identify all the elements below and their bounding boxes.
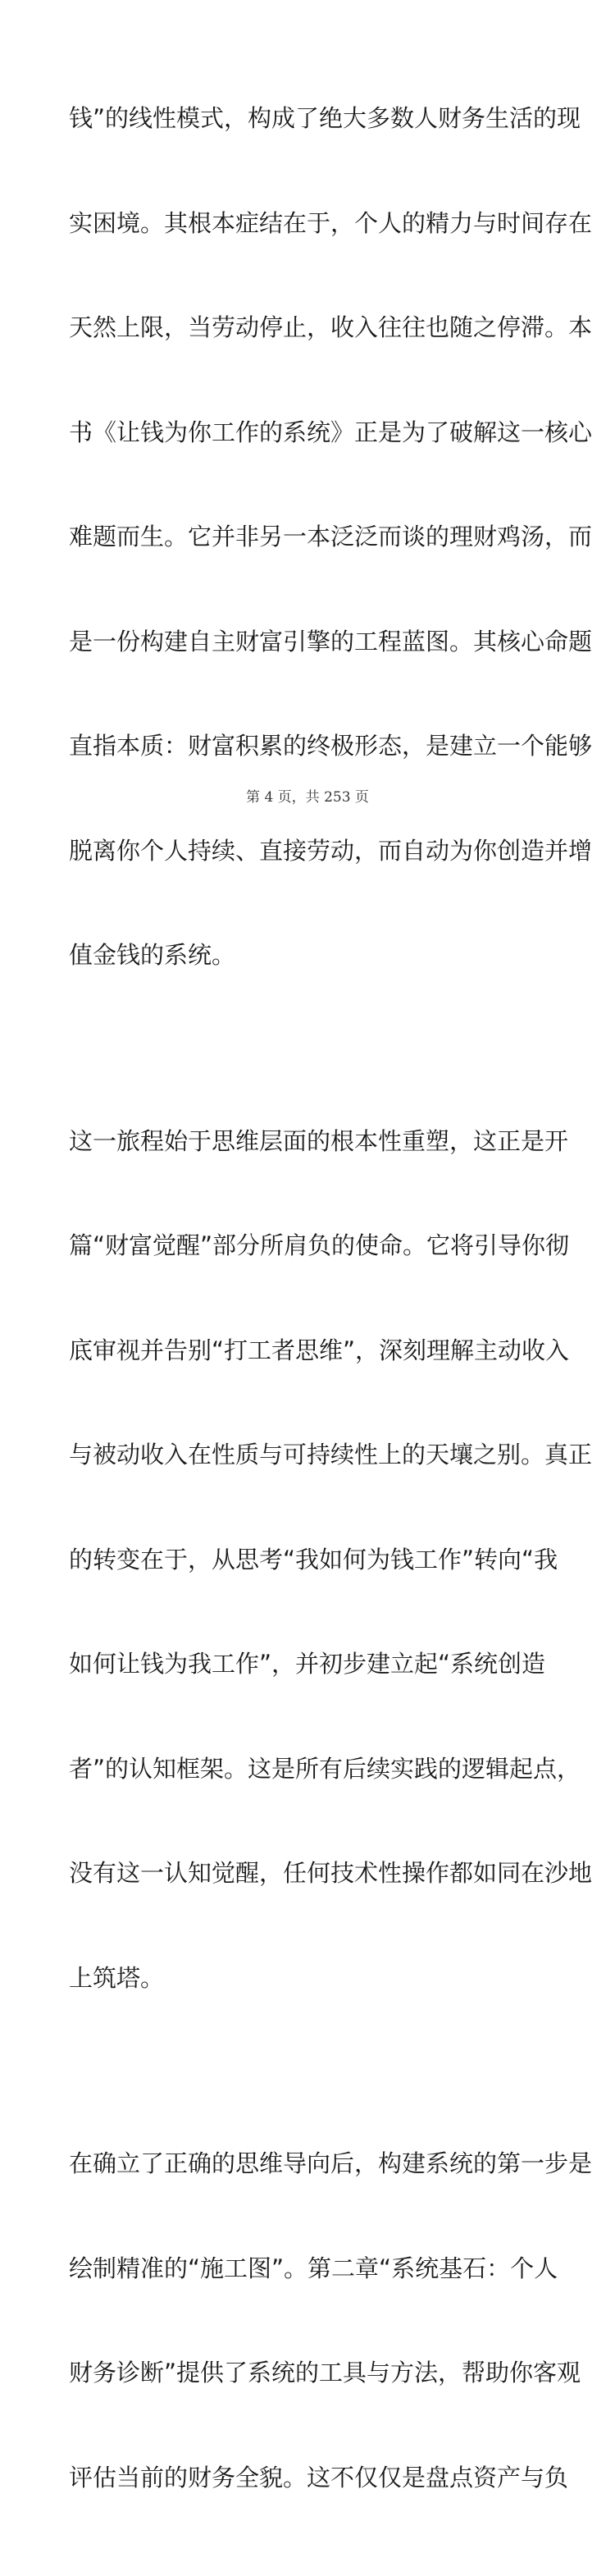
text-line: 没有这一认知觉醒，任何技术性操作都如同在沙地 — [69, 1859, 593, 1887]
paragraph-2 — [69, 1054, 593, 2066]
text-line: 在确立了正确的思维导向后，构建系统的第一步是 — [69, 2149, 593, 2177]
text-line: 底审视并告别“打工者思维”，深刻理解主动收入 — [69, 1336, 570, 1364]
text-line: 上筑塔。 — [69, 1963, 165, 1992]
text-line: 绘制精准的“施工图”。第二章“系统基石：个人 — [69, 2254, 558, 2282]
text-line: 难题而生。它并非另一本泛泛而谈的理财鸡汤，而 — [69, 523, 593, 550]
text-line: 与被动收入在性质与可持续性上的天壤之别。真正 — [69, 1441, 593, 1468]
page-footer: 第 4 页，共 253 页 — [246, 789, 369, 806]
text-line: 书《让钱为你工作的系统》正是为了破解这一核心 — [69, 418, 593, 446]
text-line: 的转变在于，从思考“我如何为钱工作”转向“我 — [69, 1545, 558, 1573]
text-line: 直指本质：财富积累的终极形态，是建立一个能够 — [69, 732, 593, 760]
text-line: 如何让钱为我工作”，并初步建立起“系统创造 — [69, 1650, 546, 1678]
text-line: 财务诊断”提供了系统的工具与方法，帮助你客观 — [69, 2359, 581, 2386]
document-body — [69, 31, 593, 2576]
text-line: 是一份构建自主财富引擎的工程蓝图。其核心命题 — [69, 627, 593, 655]
text-line: 这一旅程始于思维层面的根本性重塑，这正是开 — [69, 1126, 569, 1155]
text-line: 钱”的线性模式，构成了绝大多数人财务生活的现 — [69, 104, 581, 132]
text-line: 值金钱的系统。 — [69, 941, 236, 969]
text-line: 篇“财富觉醒”部分所肩负的使命。它将引导你彻 — [69, 1231, 570, 1259]
text-line: 脱离你个人持续、直接劳动，而自动为你创造并增 — [69, 836, 593, 865]
paragraph-3 — [69, 2076, 593, 2565]
text-line: 者”的认知框架。这是所有后续实践的逻辑起点， — [69, 1754, 581, 1783]
text-line: 天然上限，当劳动停止，收入往往也随之停滞。本 — [69, 313, 593, 341]
paragraph-1 — [69, 31, 593, 1043]
text-line: 实困境。其根本症结在于，个人的精力与时间存在 — [69, 208, 593, 237]
text-line: 评估当前的财务全貌。这不仅仅是盘点资产与负 — [69, 2463, 569, 2492]
